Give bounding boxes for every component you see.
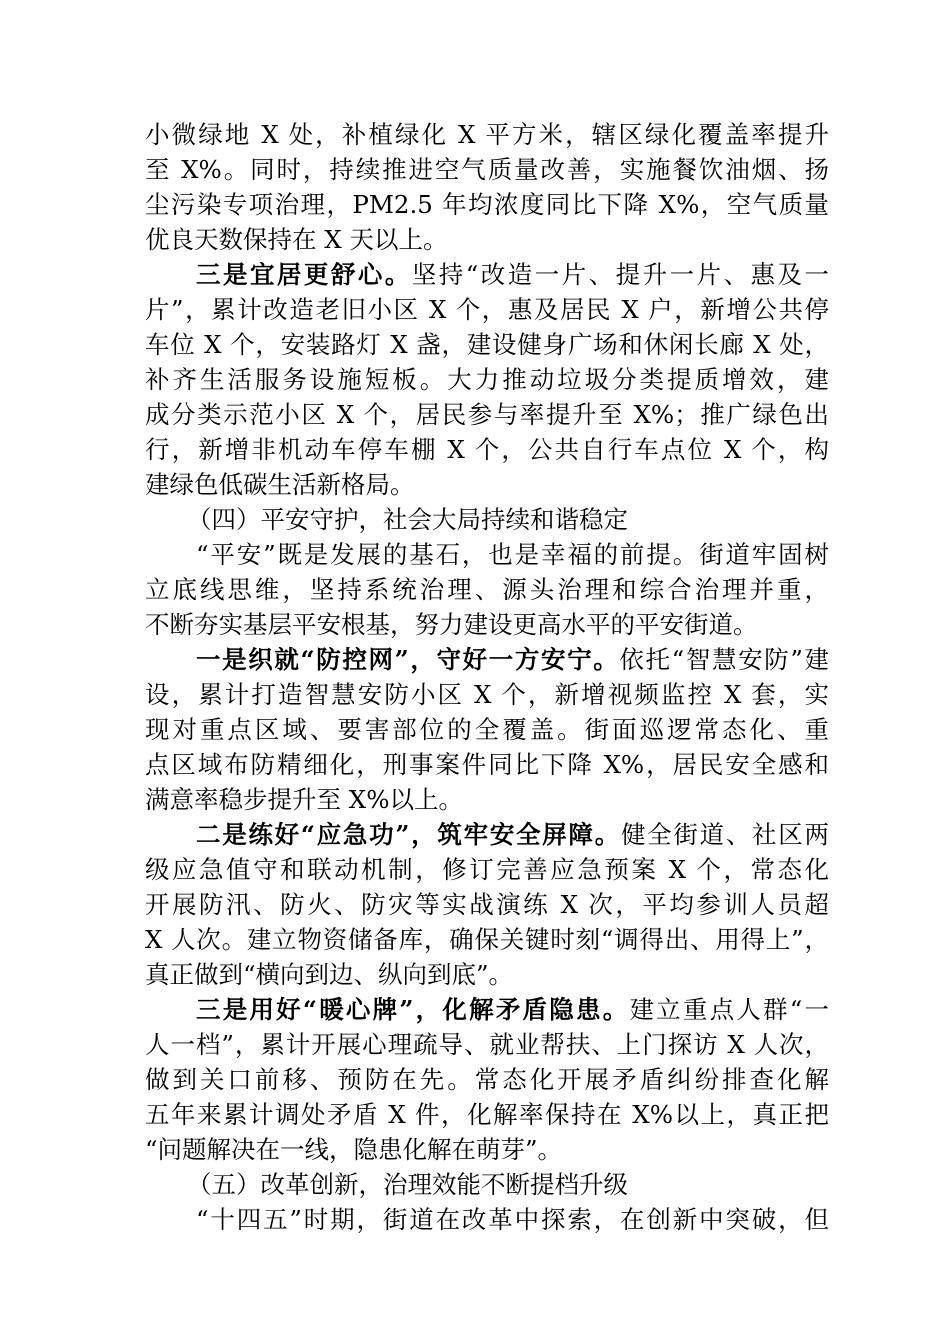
- line-text: 建绿色低碳生活新格局。: [145, 470, 415, 499]
- line-text: “平安”既是发展的基石，也是幸福的前提。街道牢固树: [196, 540, 829, 569]
- line-text: 做到关口前移、预防在先。常态化开展矛盾纠纷排查化解: [145, 1065, 829, 1094]
- text-line: [145, 187, 829, 222]
- text-line: [145, 1132, 829, 1167]
- line-text: 立底线思维，坚持系统治理、源头治理和综合治理并重，: [145, 575, 829, 604]
- bold-lead-sentence: 一是织就“防控网”，守好一方安宁。: [196, 645, 620, 674]
- line-text: 小微绿地 X 处，补植绿化 X 平方米，辖区绿化覆盖率提升: [145, 120, 829, 149]
- line-text: （五）改革创新，治理效能不断提档升级: [187, 1170, 628, 1199]
- text-line: [145, 712, 829, 747]
- text-line: [145, 292, 829, 327]
- text-line: [145, 1027, 829, 1062]
- text-line: [145, 467, 829, 502]
- line-text: “十四五”时期，街道在改革中探索，在创新中突破，但: [196, 1205, 829, 1234]
- line-text: 开展防汛、防火、防灾等实战演练 X 次，平均参训人员超: [145, 890, 829, 919]
- text-line: [145, 1202, 829, 1237]
- text-line: [145, 642, 829, 677]
- text-line: [145, 1097, 829, 1132]
- bold-lead-sentence: 二是练好“应急功”，筑牢安全屏障。: [196, 820, 621, 849]
- text-line: [145, 992, 829, 1027]
- bold-lead-sentence: 三是宜居更舒心。: [196, 260, 412, 289]
- text-line: [145, 852, 829, 887]
- text-line: [145, 922, 829, 957]
- line-text: 人一档”，累计开展心理疏导、就业帮扶、上门探访 X 人次，: [145, 1030, 829, 1059]
- line-text: 依托“智慧安防”建: [619, 645, 829, 674]
- text-line: [145, 537, 829, 572]
- text-line: [145, 572, 829, 607]
- text-line: [145, 117, 829, 152]
- line-text: 设，累计打造智慧安防小区 X 个，新增视频监控 X 套，实: [145, 680, 829, 709]
- text-line: [145, 152, 829, 187]
- text-line: [145, 607, 829, 642]
- line-text: “问题解决在一线，隐患化解在萌芽”。: [145, 1135, 563, 1164]
- text-line: [145, 747, 829, 782]
- line-text: 片”，累计改造老旧小区 X 个，惠及居民 X 户，新增公共停: [145, 295, 829, 324]
- text-line: [145, 362, 829, 397]
- line-text: 优良天数保持在 X 天以上。: [145, 225, 448, 254]
- text-line: [145, 677, 829, 712]
- text-line: [145, 397, 829, 432]
- text-line: [145, 432, 829, 467]
- line-text: 补齐生活服务设施短板。大力推动垃圾分类提质增效，建: [145, 365, 829, 394]
- text-line: [145, 327, 829, 362]
- line-text: （四）平安守护，社会大局持续和谐稳定: [187, 505, 628, 534]
- line-text: 坚持“改造一片、提升一片、惠及一: [411, 260, 830, 289]
- section-heading: [145, 502, 829, 537]
- bold-lead-sentence: 三是用好“暖心牌”，化解矛盾隐患。: [196, 995, 630, 1024]
- line-text: 车位 X 个，安装路灯 X 盏，建设健身广场和休闲长廊 X 处，: [145, 330, 829, 359]
- section-heading: [145, 1167, 829, 1202]
- line-text: 不断夯实基层平安根基，努力建设更高水平的平安街道。: [145, 610, 758, 639]
- text-line: [145, 957, 829, 992]
- text-line: [145, 222, 829, 257]
- line-text: 健全街道、社区两: [620, 820, 830, 849]
- line-text: 现对重点区域、要害部位的全覆盖。街面巡逻常态化、重: [145, 715, 829, 744]
- line-text: 点区域布防精细化，刑事案件同比下降 X%，居民安全感和: [145, 750, 829, 779]
- line-text: 满意率稳步提升至 X%以上。: [145, 785, 464, 814]
- text-line: [145, 257, 829, 292]
- document-body: [145, 117, 829, 1237]
- text-line: [145, 1062, 829, 1097]
- line-text: X 人次。建立物资储备库，确保关键时刻“调得出、用得上”，: [145, 925, 829, 954]
- line-text: 至 X%。同时，持续推进空气质量改善，实施餐饮油烟、扬: [145, 155, 829, 184]
- line-text: 五年来累计调处矛盾 X 件，化解率保持在 X%以上，真正把: [145, 1100, 829, 1129]
- line-text: 成分类示范小区 X 个，居民参与率提升至 X%；推广绿色出: [145, 400, 829, 429]
- line-text: 行，新增非机动车停车棚 X 个，公共自行车点位 X 个，构: [145, 435, 829, 464]
- text-line: [145, 887, 829, 922]
- line-text: 级应急值守和联动机制，修订完善应急预案 X 个，常态化: [145, 855, 829, 884]
- line-text: 建立重点人群“一: [629, 995, 830, 1024]
- text-line: [145, 817, 829, 852]
- text-line: [145, 782, 829, 817]
- line-text: 真正做到“横向到边、纵向到底”。: [145, 960, 514, 989]
- line-text: 尘污染专项治理，PM2.5 年均浓度同比下降 X%，空气质量: [145, 190, 829, 219]
